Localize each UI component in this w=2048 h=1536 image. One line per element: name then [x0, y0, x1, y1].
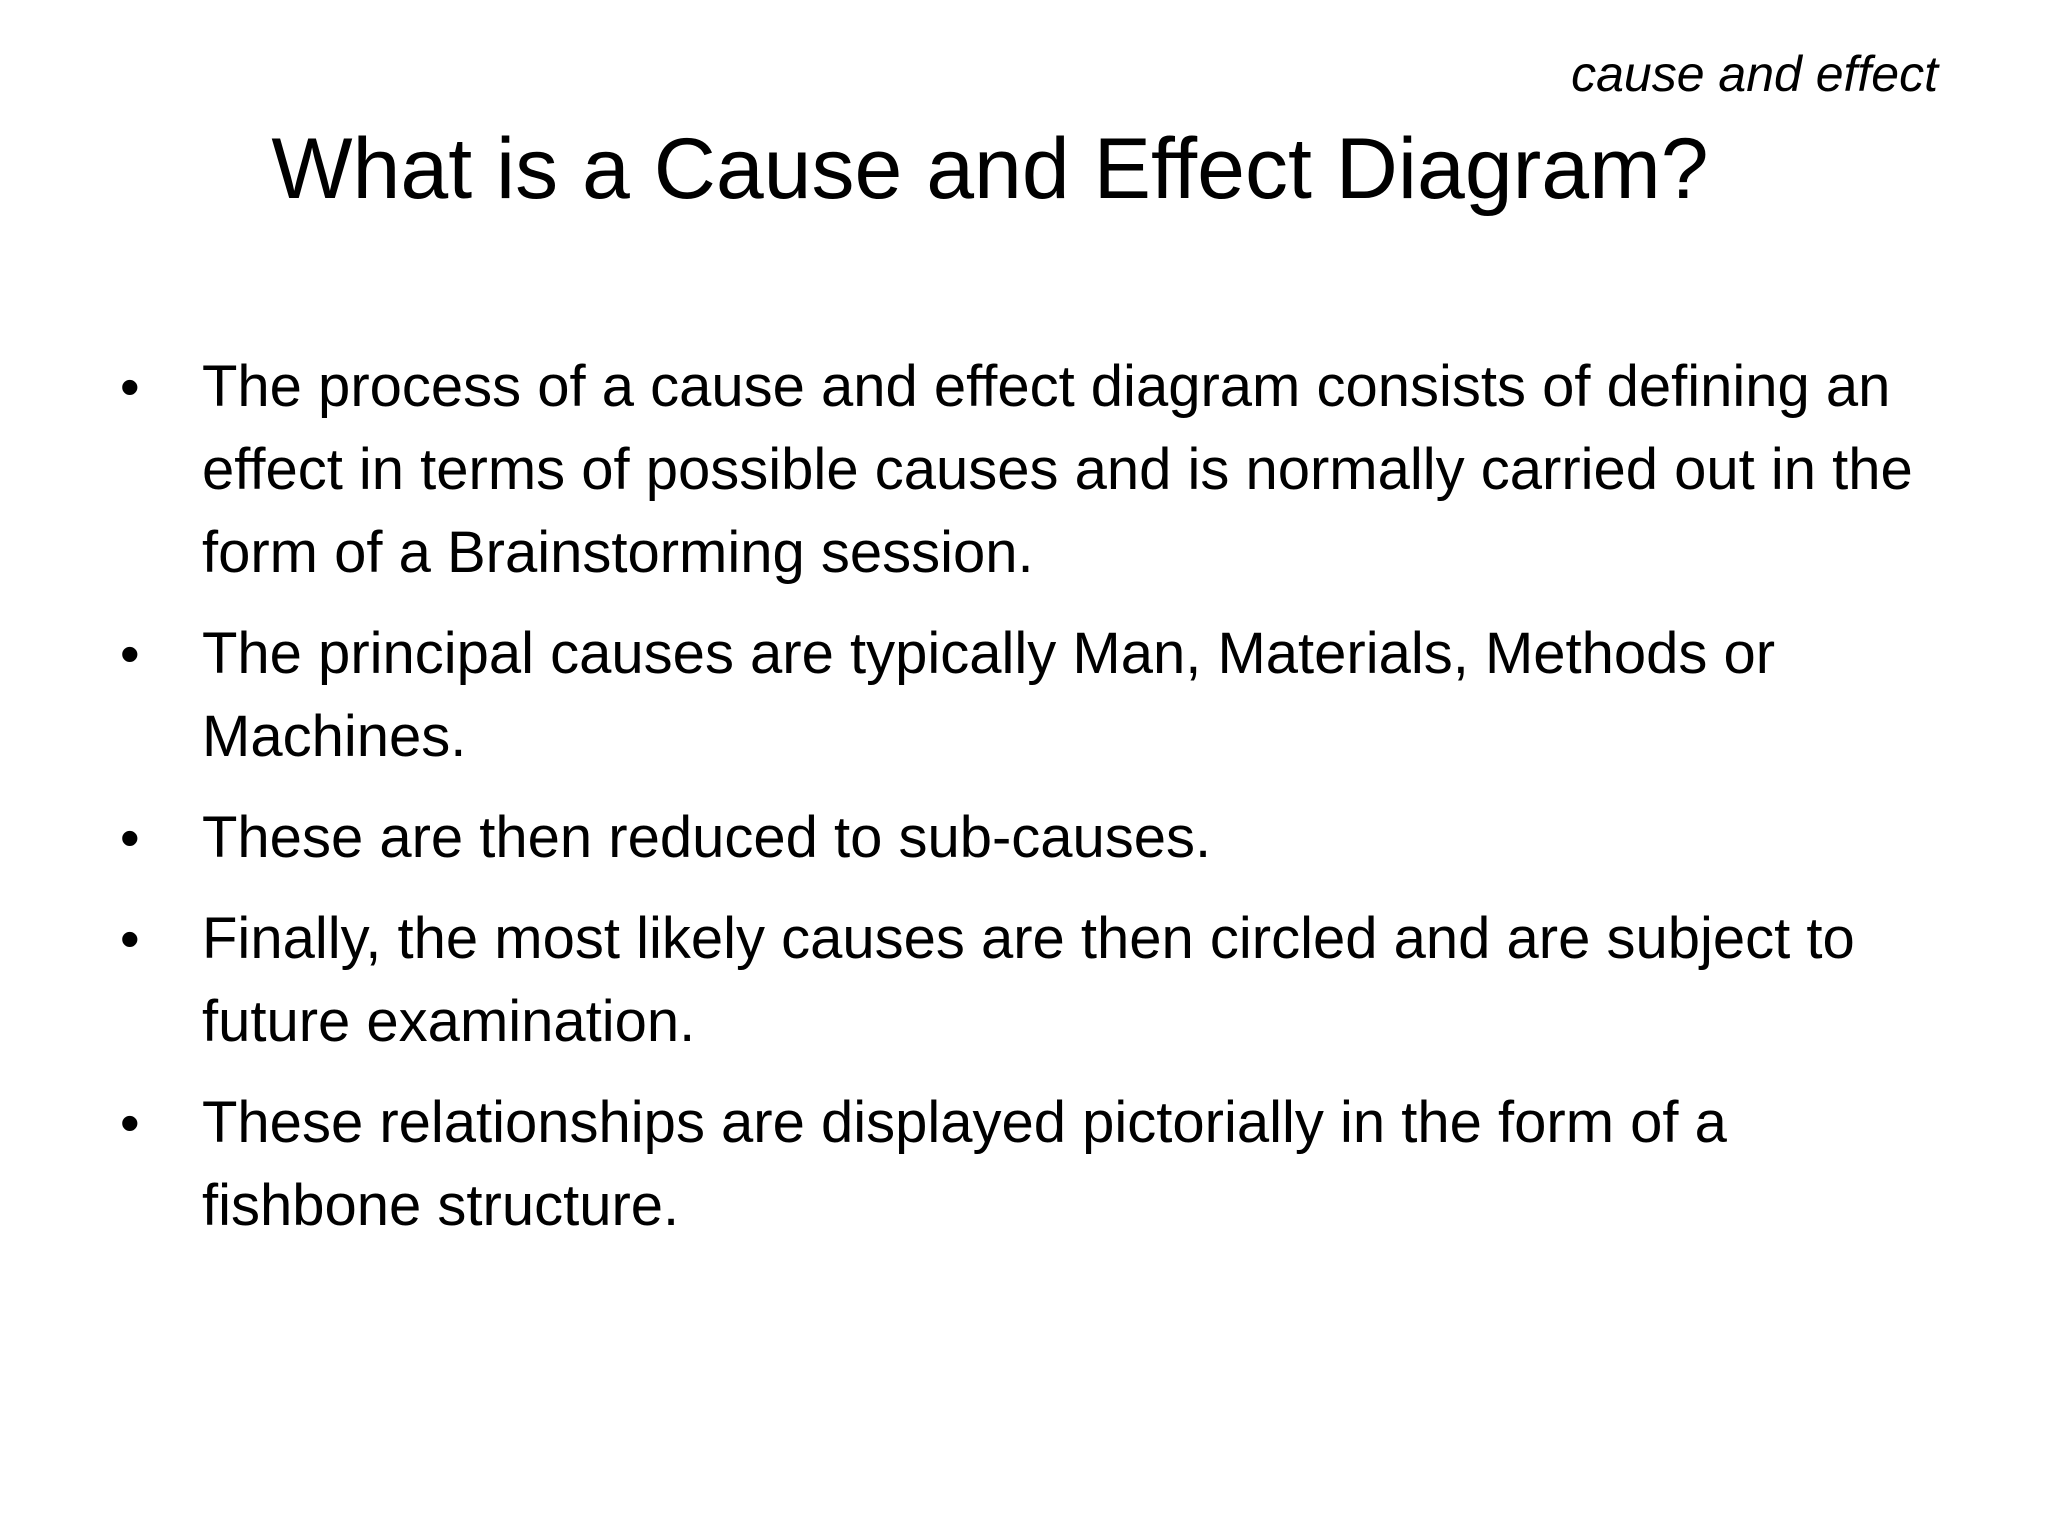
bullet-icon: • — [120, 907, 140, 970]
bullet-text: The process of a cause and effect diagram consists of defining an effect in terms of possible causes and is normally carried out in the form of a Brainstorming session. — [202, 354, 1913, 585]
bullet-item — [120, 345, 1950, 594]
bullet-item — [120, 796, 1950, 879]
bullet-icon: • — [120, 1091, 140, 1154]
bullet-text: These relationships are displayed pictorially in the form of a fishbone structure. — [202, 1090, 1727, 1238]
slide-title: What is a Cause and Effect Diagram? — [271, 121, 1709, 217]
bullet-text: The principal causes are typically Man, Materials, Methods or Machines. — [202, 621, 1776, 769]
bullet-icon: • — [120, 622, 140, 685]
bullet-icon: • — [120, 806, 140, 869]
corner-label: cause and effect — [1571, 46, 1938, 102]
bullet-icon: • — [120, 355, 140, 418]
bullet-item — [120, 612, 1950, 778]
bullet-item — [120, 897, 1950, 1063]
bullet-item — [120, 1081, 1950, 1247]
bullet-list — [120, 345, 1950, 1265]
bullet-text: Finally, the most likely causes are then circled and are subject to future examination. — [202, 906, 1855, 1054]
bullet-text: These are then reduced to sub-causes. — [202, 805, 1212, 870]
